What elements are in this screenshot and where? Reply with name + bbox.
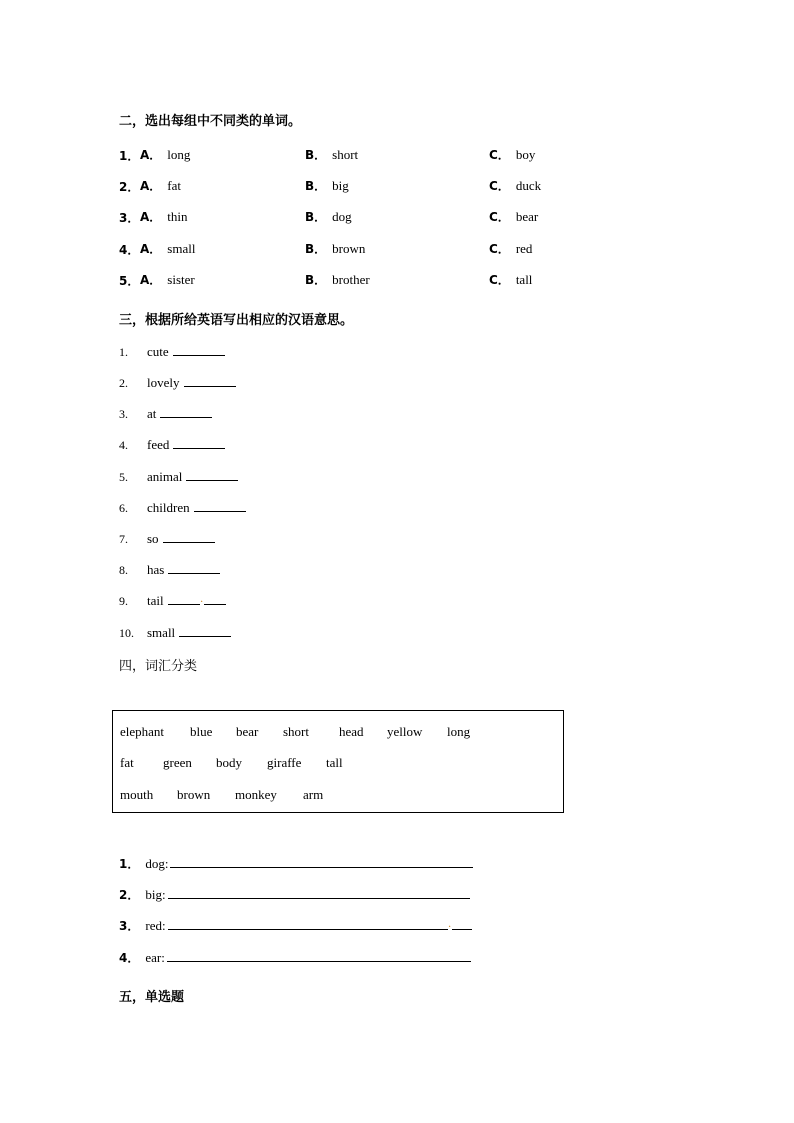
answer-blank[interactable]	[163, 531, 215, 543]
answer-line[interactable]	[167, 949, 471, 962]
word-bank-word: arm	[303, 787, 324, 802]
option-b[interactable]: B． brother	[305, 272, 370, 287]
classify-question: 4． ear:	[119, 949, 471, 966]
word-bank-word: mouth	[120, 787, 154, 802]
word-bank-word: fat	[120, 755, 134, 770]
word-bank-word: bear	[236, 724, 259, 739]
section4-title: 四，词汇分类	[119, 659, 198, 674]
answer-blank[interactable]	[179, 625, 231, 637]
list-item: 8. has	[119, 562, 220, 578]
section2-title: 二，选出每组中不同类的单词。	[119, 114, 302, 129]
list-item: 10. small	[119, 625, 231, 641]
mark-dot-icon: ·	[447, 919, 452, 933]
option-c[interactable]: C． boy	[489, 147, 536, 162]
option-c[interactable]: C． red	[489, 241, 533, 256]
word-bank-word: short	[283, 724, 309, 739]
word-bank-box	[112, 710, 564, 813]
word-bank-word: blue	[190, 724, 213, 739]
list-item: 1. cute	[119, 344, 225, 360]
answer-blank[interactable]	[184, 375, 236, 387]
word-bank-word: body	[216, 755, 242, 770]
option-b[interactable]: B． brown	[305, 241, 366, 256]
question-number: 3．	[119, 211, 140, 225]
question-number: 1．	[119, 149, 140, 163]
option-a[interactable]: A． thin	[140, 209, 188, 224]
list-item: 5. animal	[119, 469, 238, 485]
option-a[interactable]: A． sister	[140, 272, 195, 287]
answer-blank[interactable]	[168, 593, 200, 605]
option-b[interactable]: B． short	[305, 147, 359, 162]
option-a[interactable]: A． long	[140, 147, 191, 162]
answer-blank[interactable]	[194, 500, 246, 512]
list-item: 2. lovely	[119, 375, 236, 391]
word-bank-word: giraffe	[267, 755, 302, 770]
classify-question: 2． big:	[119, 886, 470, 903]
question-number: 2．	[119, 180, 140, 194]
answer-blank[interactable]	[173, 437, 225, 449]
answer-blank[interactable]	[186, 469, 238, 481]
answer-line[interactable]	[168, 886, 470, 899]
section3-title: 三，根据所给英语写出相应的汉语意思。	[119, 313, 354, 328]
answer-blank[interactable]	[168, 562, 220, 574]
answer-blank[interactable]	[160, 406, 212, 418]
word-bank-word: green	[163, 755, 192, 770]
answer-blank[interactable]	[173, 344, 225, 356]
option-c[interactable]: C． tall	[489, 272, 533, 287]
option-c[interactable]: C． duck	[489, 178, 542, 193]
word-bank-word: head	[339, 724, 364, 739]
option-b[interactable]: B． big	[305, 178, 349, 193]
word-bank-word: tall	[326, 755, 343, 770]
question-number: 4．	[119, 243, 140, 257]
list-item: 9. tail ·	[119, 593, 226, 609]
word-bank-word: brown	[177, 787, 211, 802]
option-a[interactable]: A． fat	[140, 178, 182, 193]
word-bank-word: long	[447, 724, 471, 739]
answer-line[interactable]	[168, 917, 448, 930]
list-item: 3. at	[119, 406, 212, 422]
option-b[interactable]: B． dog	[305, 209, 352, 224]
classify-question: 1． dog:	[119, 855, 473, 872]
word-bank-word: yellow	[387, 724, 423, 739]
section5-title: 五，单选题	[119, 990, 185, 1005]
word-bank-word: monkey	[235, 787, 277, 802]
list-item: 6. children	[119, 500, 246, 516]
mark-dot-icon: ·	[199, 594, 204, 608]
list-item: 4. feed	[119, 437, 225, 453]
option-c[interactable]: C． bear	[489, 209, 539, 224]
classify-question: 3． red: ·	[119, 917, 472, 934]
answer-line[interactable]	[170, 855, 473, 868]
list-item: 7. so	[119, 531, 215, 547]
question-number: 5．	[119, 274, 140, 288]
word-bank-word: elephant	[120, 724, 165, 739]
option-a[interactable]: A． small	[140, 241, 196, 256]
